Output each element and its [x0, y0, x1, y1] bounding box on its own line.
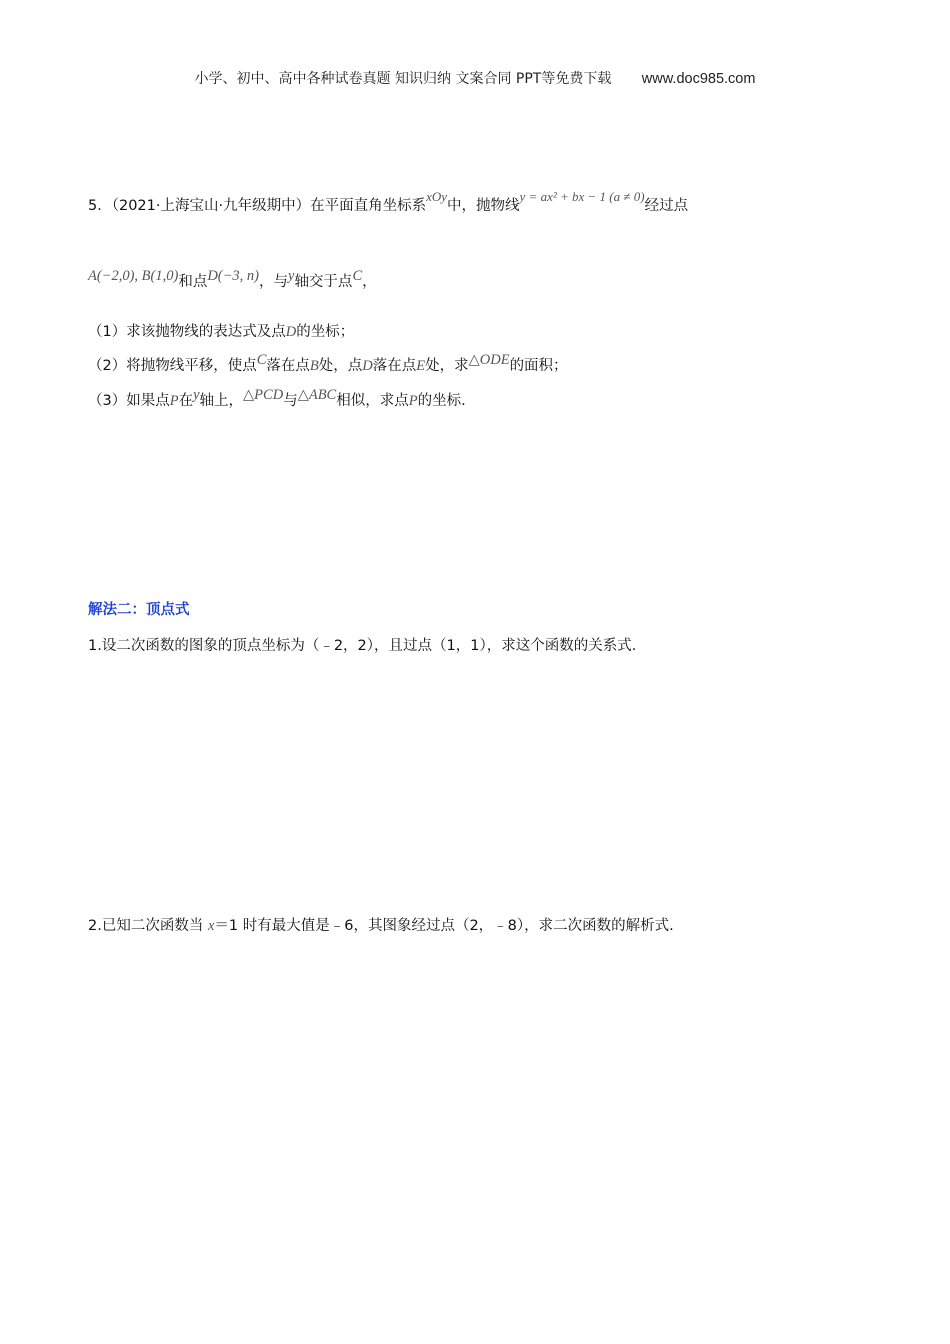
- triangle-abc: △ABC: [297, 387, 337, 403]
- question-5-line-2: A(−2,0), B(1,0)和点D(−3, n)，与y轴交于点C，: [88, 268, 377, 290]
- q5-prefix: 5．（2021·上海宝山·九年级期中）在平面直角坐标系: [88, 198, 427, 214]
- triangle-ode: △ODE: [468, 352, 510, 368]
- question-5-line-1: 5．（2021·上海宝山·九年级期中）在平面直角坐标系xOy中，抛物线y = ax² + bx − 1 (a ≠ 0)经过点: [88, 189, 689, 214]
- q5-point-d: D(−3, n): [207, 268, 259, 284]
- question-5-part-1: （1）求该抛物线的表达式及点D的坐标；: [88, 324, 355, 340]
- q5-coord-system: xOy: [426, 189, 448, 204]
- method-2-heading: 解法二：顶点式: [88, 602, 190, 618]
- problem-1: 1.设二次函数的图象的顶点坐标为（﹣2，2），且过点（1，1），求这个函数的关系式.: [88, 638, 637, 654]
- page-header: [0, 68, 950, 88]
- problem-2: 2.已知二次函数当 x＝1 时有最大值是﹣6，其图象经过点（2，﹣8），求二次函数的解析式.: [88, 918, 674, 934]
- header-text: 小学、初中、高中各种试卷真题 知识归纳 文案合同 PPT等免费下载: [194, 71, 612, 87]
- question-5-part-2: （2）将抛物线平移，使点C落在点B处，点D落在点E处，求△ODE的面积；: [88, 352, 568, 374]
- triangle-pcd: △PCD: [243, 387, 284, 403]
- q5-points-ab: A(−2,0), B(1,0): [88, 268, 179, 284]
- header-site-link[interactable]: www.doc985.com: [641, 71, 756, 87]
- question-5-part-3: （3）如果点P在y轴上，△PCD与△ABC相似，求点P的坐标.: [88, 387, 466, 409]
- q5-function: y = ax² + bx − 1 (a ≠ 0): [519, 189, 645, 204]
